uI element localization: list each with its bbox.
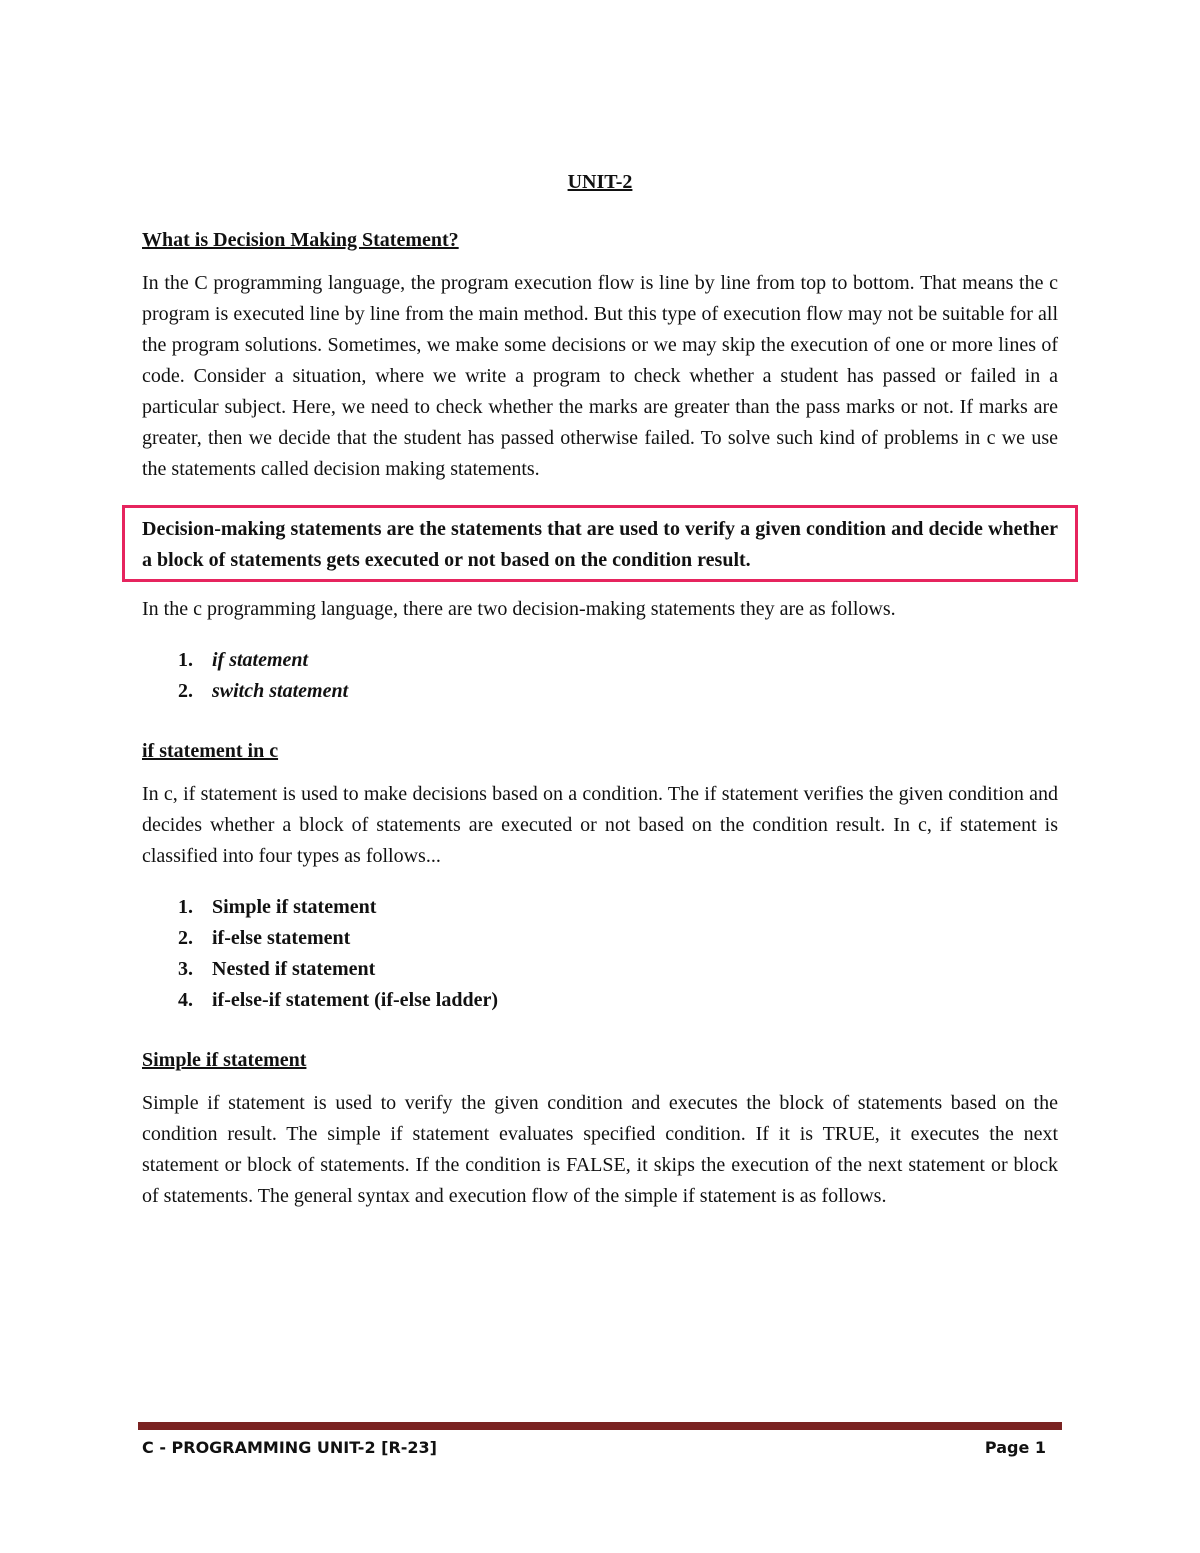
section-heading-if-statement: if statement in c [142, 740, 279, 762]
page-content [142, 168, 1058, 1212]
list-item-number: 2. [178, 927, 193, 949]
intro-paragraph: In the C programming language, the program execution flow is line by line from top to bottom. That means the c program is executed line by line from the main method. But this type of execution flow may not be suitable for all the program solutions. Sometimes, we make some decisions or we may skip the execution of one or more lines of code. Consider a situation, where we write a program to check whether a student has passed or failed in a particular subject. Here, we need to check whether the marks are greater than the pass marks or not. If marks are greater, then we decide that the student has passed otherwise failed. To solve such kind of problems in c we use the statements called decision making statements. [142, 272, 1058, 480]
list-item-text: Nested if statement [212, 958, 376, 980]
list-item [178, 892, 1058, 923]
list-item-text: if-else statement [212, 927, 351, 949]
list-item [178, 923, 1058, 954]
definition-callout [122, 505, 1078, 582]
list-item [178, 676, 1058, 707]
list-item-number: 2. [178, 680, 193, 702]
footer-divider [138, 1422, 1062, 1430]
list-item [178, 985, 1058, 1016]
list-item-text: if-else-if statement (if-else ladder) [212, 989, 498, 1011]
list-item [178, 645, 1058, 676]
list-item-text: Simple if statement [212, 896, 377, 918]
list-item-number: 1. [178, 896, 193, 918]
page-number: Page 1 [984, 1438, 1046, 1457]
page-footer [142, 1436, 1046, 1460]
list-item-number: 3. [178, 958, 193, 980]
decision-statement-list [142, 645, 1058, 707]
list-item [178, 954, 1058, 985]
if-statement-paragraph: In c, if statement is used to make decisions based on a condition. The if statement verifies the given condition and decides whether a block of statements are executed or not based on the condition result. In c, if statement is classified into four types as follows... [142, 783, 1058, 867]
list-item-text: if statement [212, 649, 309, 671]
section-heading-simple-if: Simple if statement [142, 1049, 307, 1071]
list-item-number: 4. [178, 989, 193, 1011]
statement-types-intro: In the c programming language, there are two decision-making statements they are as follows. [142, 598, 896, 620]
unit-title: UNIT-2 [567, 171, 633, 193]
if-statement-types-list [142, 892, 1058, 1016]
list-item-text: switch statement [212, 680, 349, 702]
footer-course-label: C - PROGRAMMING UNIT-2 [R-23] [142, 1438, 437, 1457]
list-item-number: 1. [178, 649, 193, 671]
section-heading-decision-making: What is Decision Making Statement? [142, 229, 459, 251]
simple-if-paragraph: Simple if statement is used to verify the given condition and executes the block of statements based on the condition result. The simple if statement evaluates specified condition. If it is TRUE, it executes the next statement or block of statements. If the condition is FALSE, it skips the execution of the next statement or block of statements. The general syntax and execution flow of the simple if statement is as follows. [142, 1092, 1058, 1207]
definition-text: Decision-making statements are the statements that are used to verify a given condition and decide whether a block of statements gets executed or not based on the condition result. [142, 518, 1058, 571]
